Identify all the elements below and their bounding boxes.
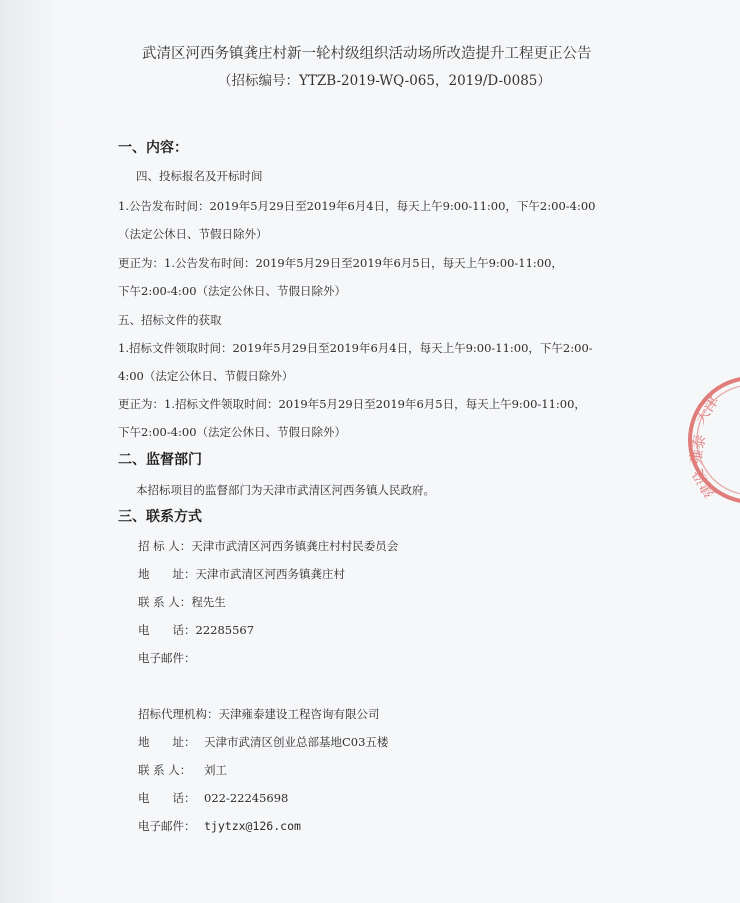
field-value: 天津市武清区河西务镇龚庄村村民委员会 xyxy=(191,539,399,553)
field-value: 天津雍泰建设工程咨询有限公司 xyxy=(218,707,380,721)
section-content-heading: 一、内容： xyxy=(118,140,188,156)
supervision-text: 本招标项目的监督部门为天津市武清区河西务镇人民政府。 xyxy=(136,483,435,497)
paragraph-text: 1.招标文件领取时间：2019年5月29日至2019年6月4日，每天上午9:00-11:00，下午2:00- xyxy=(118,341,593,355)
field-value: 22285567 xyxy=(195,623,255,637)
tender-number: （招标编号：YTZB-2019-WQ-065，2019/D-0085） xyxy=(218,73,551,89)
agency-contact xyxy=(138,762,227,778)
subsection-document-acquisition: 五、招标文件的获取 xyxy=(118,313,222,327)
paragraph-text: （法定公休日、节假日除外） xyxy=(118,227,268,241)
seal-text: 雍泰 xyxy=(686,433,710,466)
seal-text: 天津 xyxy=(690,392,723,428)
paragraph-text: 更正为：1.公告发布时间：2019年5月29日至2019年6月5日，每天上午9:00-11:00， xyxy=(118,256,563,270)
page-title: 武清区河西务镇龚庄村新一轮村级组织活动场所改造提升工程更正公告 xyxy=(142,46,592,62)
field-label: 电子邮件： xyxy=(138,819,196,833)
paragraph-text: 1.公告发布时间：2019年5月29日至2019年6月4日，每天上午9:00-11:00，下午2:00-4:00 xyxy=(118,199,596,213)
paragraph-text: 下午2:00-4:00（法定公休日、节假日除外） xyxy=(118,284,347,298)
seal-text: 建设 xyxy=(688,466,720,501)
field-value: 刘工 xyxy=(204,763,227,777)
agency-address xyxy=(138,734,388,750)
tenderer-address xyxy=(138,566,345,582)
section-supervision-heading: 二、监督部门 xyxy=(118,452,202,468)
tenderer-phone xyxy=(138,622,254,638)
field-label: 招标代理机构： xyxy=(138,707,219,721)
paragraph-text: 下午2:00-4:00（法定公休日、节假日除外） xyxy=(118,425,347,439)
field-label: 地 址： xyxy=(138,567,196,581)
field-value: 天津市武清区创业总部基地C03五楼 xyxy=(204,735,389,749)
field-label: 电子邮件： xyxy=(138,651,196,665)
tenderer-name xyxy=(138,538,398,554)
field-label: 电 话： xyxy=(138,623,196,637)
field-value: 程先生 xyxy=(191,595,226,609)
agency-email xyxy=(138,818,301,834)
tenderer-contact xyxy=(138,594,226,610)
field-value: 天津市武清区河西务镇龚庄村 xyxy=(195,567,345,581)
tenderer-email xyxy=(138,650,196,666)
agency-name xyxy=(138,706,380,722)
field-value: 022-22245698 xyxy=(204,791,289,805)
agency-phone xyxy=(138,790,288,806)
company-seal xyxy=(682,370,740,510)
field-value: tjytzx@126.com xyxy=(204,819,301,833)
field-label: 联 系 人： xyxy=(138,595,192,609)
section-contact-heading: 三、联系方式 xyxy=(118,509,202,525)
field-label: 联 系 人： xyxy=(138,763,192,777)
field-label: 地 址： xyxy=(138,735,196,749)
field-label: 电 话： xyxy=(138,791,196,805)
subsection-bidding-time: 四、投标报名及开标时间 xyxy=(136,169,263,183)
field-label: 招 标 人： xyxy=(138,539,192,553)
paragraph-text: 更正为：1.招标文件领取时间：2019年5月29日至2019年6月5日，每天上午9:00-11:00， xyxy=(118,397,586,411)
paragraph-text: 4:00（法定公休日、节假日除外） xyxy=(118,369,294,383)
